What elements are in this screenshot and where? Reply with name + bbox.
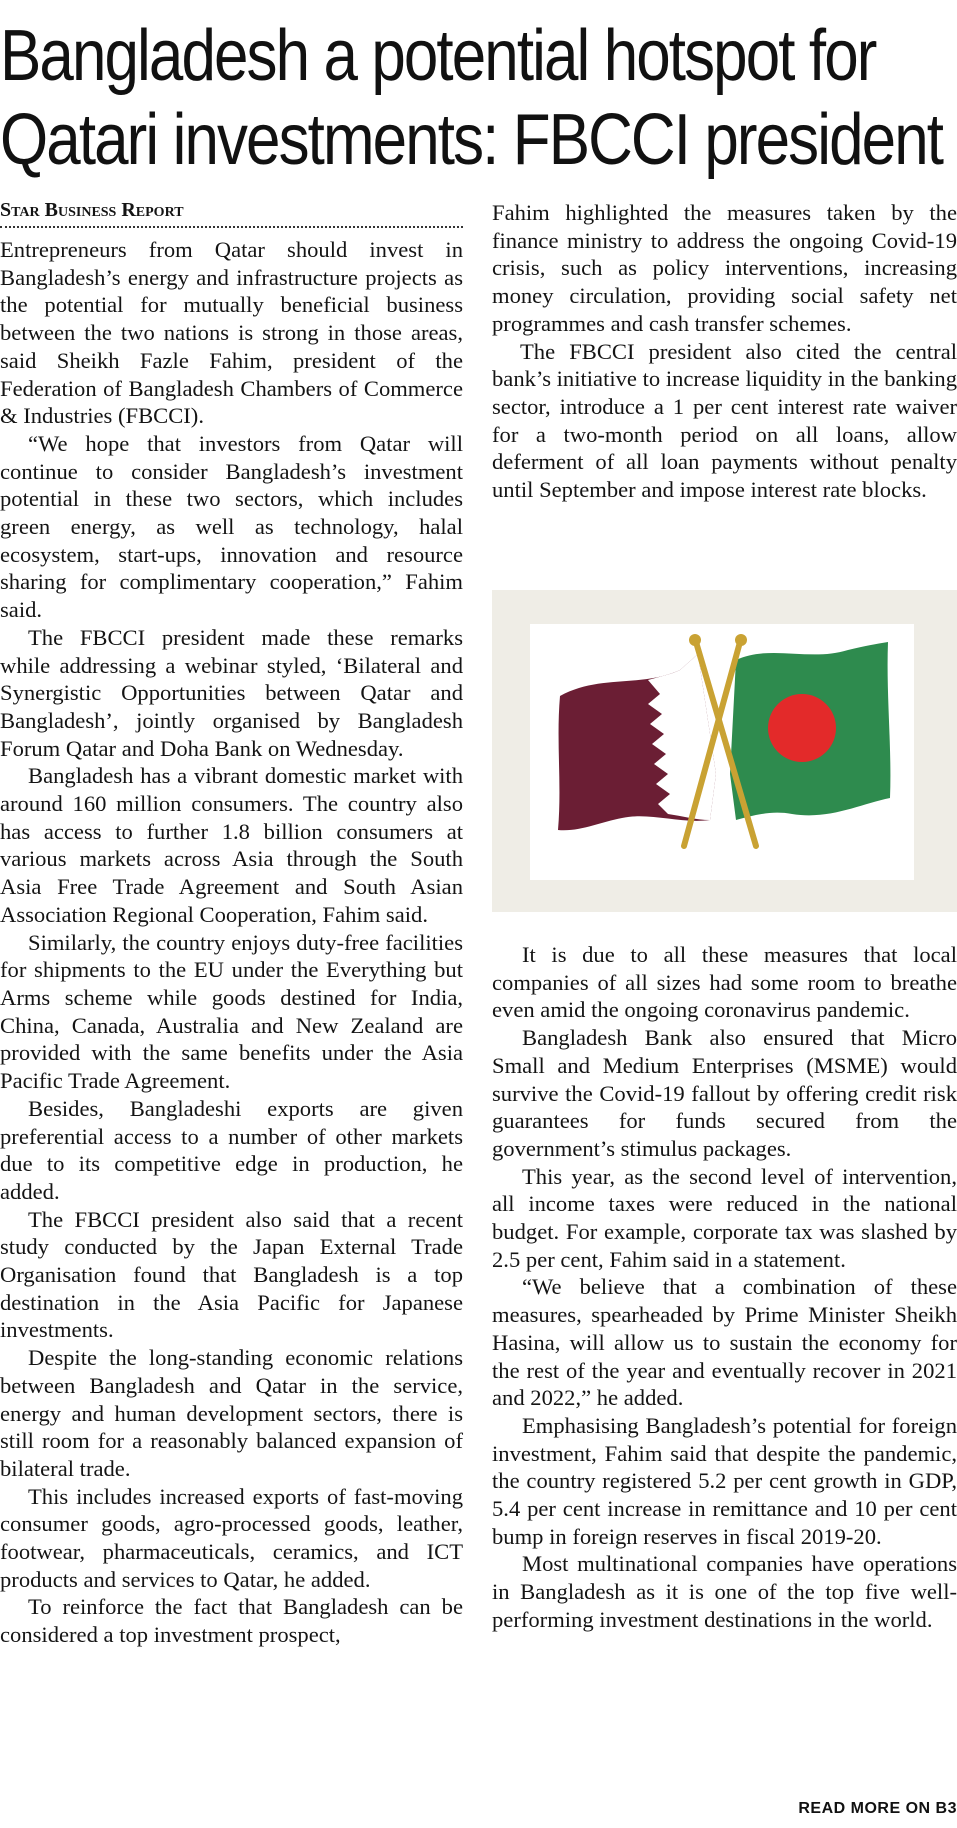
paragraph: “We believe that a combination of these measures, spearheaded by Prime Minister Sheikh Hasina, will allow us to sustain the economy for the rest of the year and eventually recover in 2021 and 2022,” he added. bbox=[492, 1274, 957, 1411]
paragraph: The FBCCI president made these remarks while addressing a webinar styled, ‘Bilateral and Synergistic Opportunities between Qatar and Bangladesh’, jointly organised by Bangladesh Forum Qatar and Doha Bank on Wednesday. bbox=[0, 624, 463, 761]
bangladesh-flag bbox=[730, 642, 890, 820]
paragraph: Most multinational companies have operations in Bangladesh as it is one of the top five well-performing investment destinations in the world. bbox=[492, 1551, 957, 1632]
paragraph: Despite the long-standing economic relations between Bangladesh and Qatar in the service, energy and human development sectors, there is still room for a reasonably balanced expansion of bilateral trade. bbox=[0, 1345, 463, 1481]
paragraph: This year, as the second level of intervention, all income taxes were reduced in the national budget. For example, corporate tax was slashed by 2.5 per cent, Fahim said in a statement. bbox=[492, 1163, 957, 1272]
left-column bbox=[0, 196, 463, 1649]
right-column-top bbox=[492, 196, 957, 504]
paragraph: This includes increased exports of fast-moving consumer goods, agro-processed goods, leather, footwear, pharmaceuticals, ceramics, and ICT products and services to Qatar, he added. bbox=[0, 1483, 463, 1592]
paragraph: Similarly, the country enjoys duty-free facilities for shipments to the EU under the Everything but Arms scheme while goods destined for India, China, Canada, Australia and New Zealand are provided with the same benefits under the Asia Pacific Trade Agreement. bbox=[0, 929, 463, 1094]
byline: Star Business Report bbox=[0, 196, 463, 228]
headline bbox=[0, 14, 943, 182]
paragraph: Fahim highlighted the measures taken by the finance ministry to address the ongoing Covid-19 crisis, such as policy interventions, increasing money circulation, providing social safety net programmes and cash transfer schemes. bbox=[492, 200, 957, 336]
paragraph: Entrepreneurs from Qatar should invest in Bangladesh’s energy and infrastructure projects as the potential for mutually beneficial business between the two nations is strong in those areas, said Sheikh Fazle Fahim, president of the Federation of Bangladesh Chambers of Commerce & Industries (FBCCI). bbox=[0, 237, 463, 429]
paragraph: To reinforce the fact that Bangladesh can be considered a top investment prospect, bbox=[0, 1594, 463, 1648]
crossed-flags-illustration bbox=[530, 624, 914, 880]
paragraph: “We hope that investors from Qatar will continue to consider Bangladesh’s investment potential in these two sectors, which includes green energy, as well as technology, halal ecosystem, start-ups, innovation and resource sharing for complimentary cooperation,” Fahim said. bbox=[0, 430, 463, 623]
paragraph: It is due to all these measures that local companies of all sizes had some room to breathe even amid the ongoing coronavirus pandemic. bbox=[492, 942, 957, 1023]
paragraph: Besides, Bangladeshi exports are given preferential access to a number of other markets due to its competitive edge in production, he added. bbox=[0, 1095, 463, 1204]
flags-photo-frame bbox=[492, 590, 957, 912]
paragraph: The FBCCI president also said that a recent study conducted by the Japan External Trade Organisation found that Bangladesh is a top destination in the Asia Pacific for Japanese investments. bbox=[0, 1206, 463, 1343]
paragraph: The FBCCI president also cited the central bank’s initiative to increase liquidity in the banking sector, introduce a 1 per cent interest rate waiver for a two-month period on all loans, allow deferment of all loan payments without penalty until September and impose interest rate blocks. bbox=[492, 338, 957, 503]
qatar-bangladesh-flag-pin-image bbox=[530, 624, 914, 880]
paragraph: Bangladesh has a vibrant domestic market with around 160 million consumers. The country also has access to further 1.8 billion consumers at various markets across Asia through the South Asia Free Trade Agreement and South Asian Association Regional Cooperation, Fahim said. bbox=[0, 763, 463, 927]
paragraph: Emphasising Bangladesh’s potential for foreign investment, Fahim said that despite the pandemic, the country registered 5.2 per cent growth in GDP, 5.4 per cent increase in remittance and 10 per cent bump in foreign reserves in fiscal 2019-20. bbox=[492, 1412, 957, 1549]
read-more-link[interactable]: READ MORE ON B3 bbox=[798, 1800, 957, 1817]
right-column-bottom bbox=[492, 941, 957, 1634]
headline-line-2: Qatari investments: FBCCI president bbox=[0, 100, 943, 180]
headline-line-1: Bangladesh a potential hotspot for bbox=[0, 16, 876, 96]
qatar-flag bbox=[558, 654, 716, 830]
paragraph: Bangladesh Bank also ensured that Micro Small and Medium Enterprises (MSME) would survive the Covid-19 fallout by offering credit risk guarantees for funds secured from the government’s stimulus packages. bbox=[492, 1025, 957, 1161]
